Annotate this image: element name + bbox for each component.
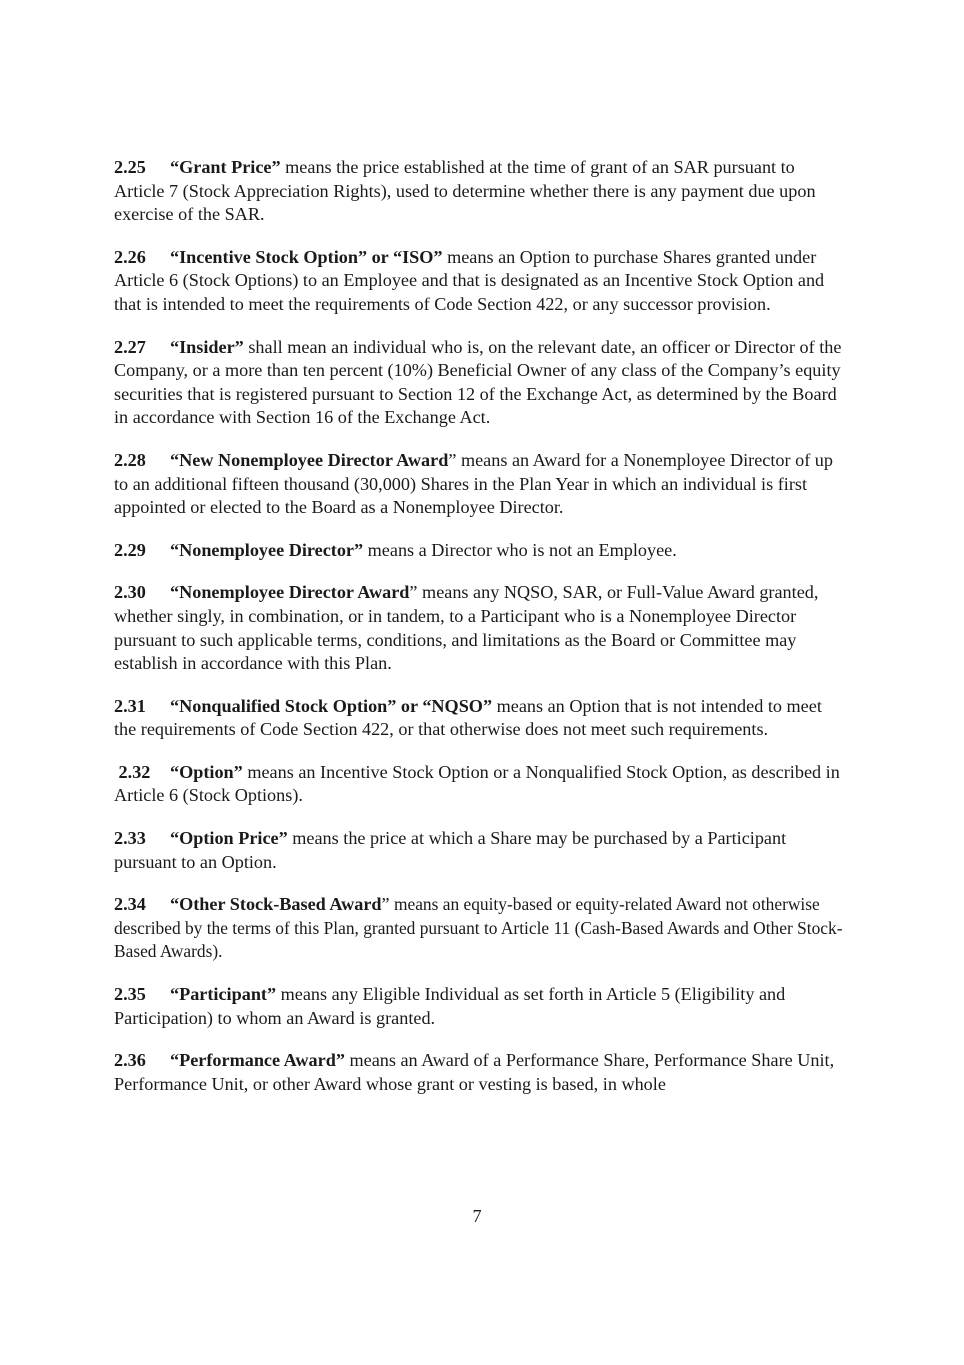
section-2-27 <box>114 336 844 430</box>
defined-term: “Insider” <box>170 336 244 357</box>
defined-term: “Nonemployee Director Award <box>170 582 410 603</box>
definition-text: means an Award for a Nonemployee Director of up to an additional fifteen thousand (30,000) Shares in the Plan Year in which an individual is first appointed or elected to the Board as a Nonemployee Director. <box>114 449 833 518</box>
defined-term: “Incentive Stock Option” or “ISO” <box>170 246 443 267</box>
defined-term: “Performance Award” <box>170 1050 345 1071</box>
section-2-34 <box>114 893 844 964</box>
section-2-36 <box>114 1049 844 1096</box>
defined-term: “New Nonemployee Director Award <box>170 449 449 470</box>
definition-text: means an Option that is not intended to meet the requirements of Code Section 422, or that otherwise does not meet such requirements. <box>114 695 822 740</box>
section-2-32 <box>114 761 844 808</box>
defined-term: “Participant” <box>170 984 277 1005</box>
section-2-25 <box>114 156 844 227</box>
section-number: 2.35 <box>114 984 146 1005</box>
section-number: 2.33 <box>114 828 146 849</box>
defined-term: “Other Stock-Based Award <box>170 894 382 915</box>
section-2-30 <box>114 581 844 675</box>
section-2-35 <box>114 983 844 1030</box>
section-number: 2.34 <box>114 894 146 915</box>
section-number: 2.30 <box>114 582 146 603</box>
defined-term: “Nonemployee Director” <box>170 539 364 560</box>
defined-term: “Option” <box>170 761 243 782</box>
section-2-26 <box>114 246 844 317</box>
term-close-quote: ” <box>381 894 390 915</box>
defined-term: “Nonqualified Stock Option” or “NQSO” <box>170 695 493 716</box>
definition-text: shall mean an individual who is, on the relevant date, an officer or Director of the Company, or a more than ten percent (10%) Beneficial Owner of any class of the Company’s equity securities that is registered pursuant to Section 12 of the Exchange Act, as determined by the Board in accordance with Section 16 of the Exchange Act. <box>114 336 842 428</box>
definition-text: means the price at which a Share may be purchased by a Participant pursuant to an Option. <box>114 828 787 872</box>
section-2-29 <box>114 539 844 563</box>
section-number: 2.36 <box>114 1050 146 1071</box>
term-close-quote: ” <box>448 449 457 470</box>
document-page <box>114 156 844 1115</box>
section-2-31 <box>114 695 844 742</box>
definition-text: means an Incentive Stock Option or a Nonqualified Stock Option, as described in Article 6 (Stock Options). <box>114 761 840 806</box>
definition-text: means any NQSO, SAR, or Full-Value Award granted, whether singly, in combination, or in tandem, to a Participant who is a Nonemployee Director pursuant to such applicable terms, conditions, and limitations as the Board or Committee may establish in accordance with this Plan. <box>114 582 819 674</box>
definition-text: means an Award of a Performance Share, Performance Share Unit, Performance Unit, or other Award whose grant or vesting is based, in whole <box>114 1050 835 1094</box>
definition-text: means an equity-based or equity-related Award not otherwise described by the terms of this Plan, granted pursuant to Article 11 (Cash-Based Awards and Other Stock-Based Awards). <box>114 894 843 962</box>
defined-term: “Option Price” <box>170 828 288 849</box>
page-number: 7 <box>472 1206 482 1226</box>
section-2-28 <box>114 449 844 520</box>
section-number: 2.26 <box>114 246 146 267</box>
definition-text: means any Eligible Individual as set forth in Article 5 (Eligibility and Participation) to whom an Award is granted. <box>114 984 786 1028</box>
section-number: 2.32 <box>114 761 151 782</box>
defined-term: “Grant Price” <box>170 157 281 177</box>
section-number: 2.28 <box>114 449 146 470</box>
section-number: 2.25 <box>114 157 146 177</box>
section-number: 2.31 <box>114 695 146 716</box>
definition-text: means a Director who is not an Employee. <box>363 539 677 560</box>
section-number: 2.27 <box>114 336 146 357</box>
term-close-quote: ” <box>409 582 418 603</box>
definition-text: means the price established at the time of grant of an SAR pursuant to Article 7 (Stock Appreciation Rights), used to determine whether there is any payment due upon exercise of the SAR. <box>114 157 816 225</box>
section-number: 2.29 <box>114 539 146 560</box>
definition-text: means an Option to purchase Shares granted under Article 6 (Stock Options) to an Employee and that is designated as an Incentive Stock Option and that is intended to meet the requirements of Code Section 422, or any successor provision. <box>114 246 825 314</box>
section-2-33 <box>114 827 844 874</box>
